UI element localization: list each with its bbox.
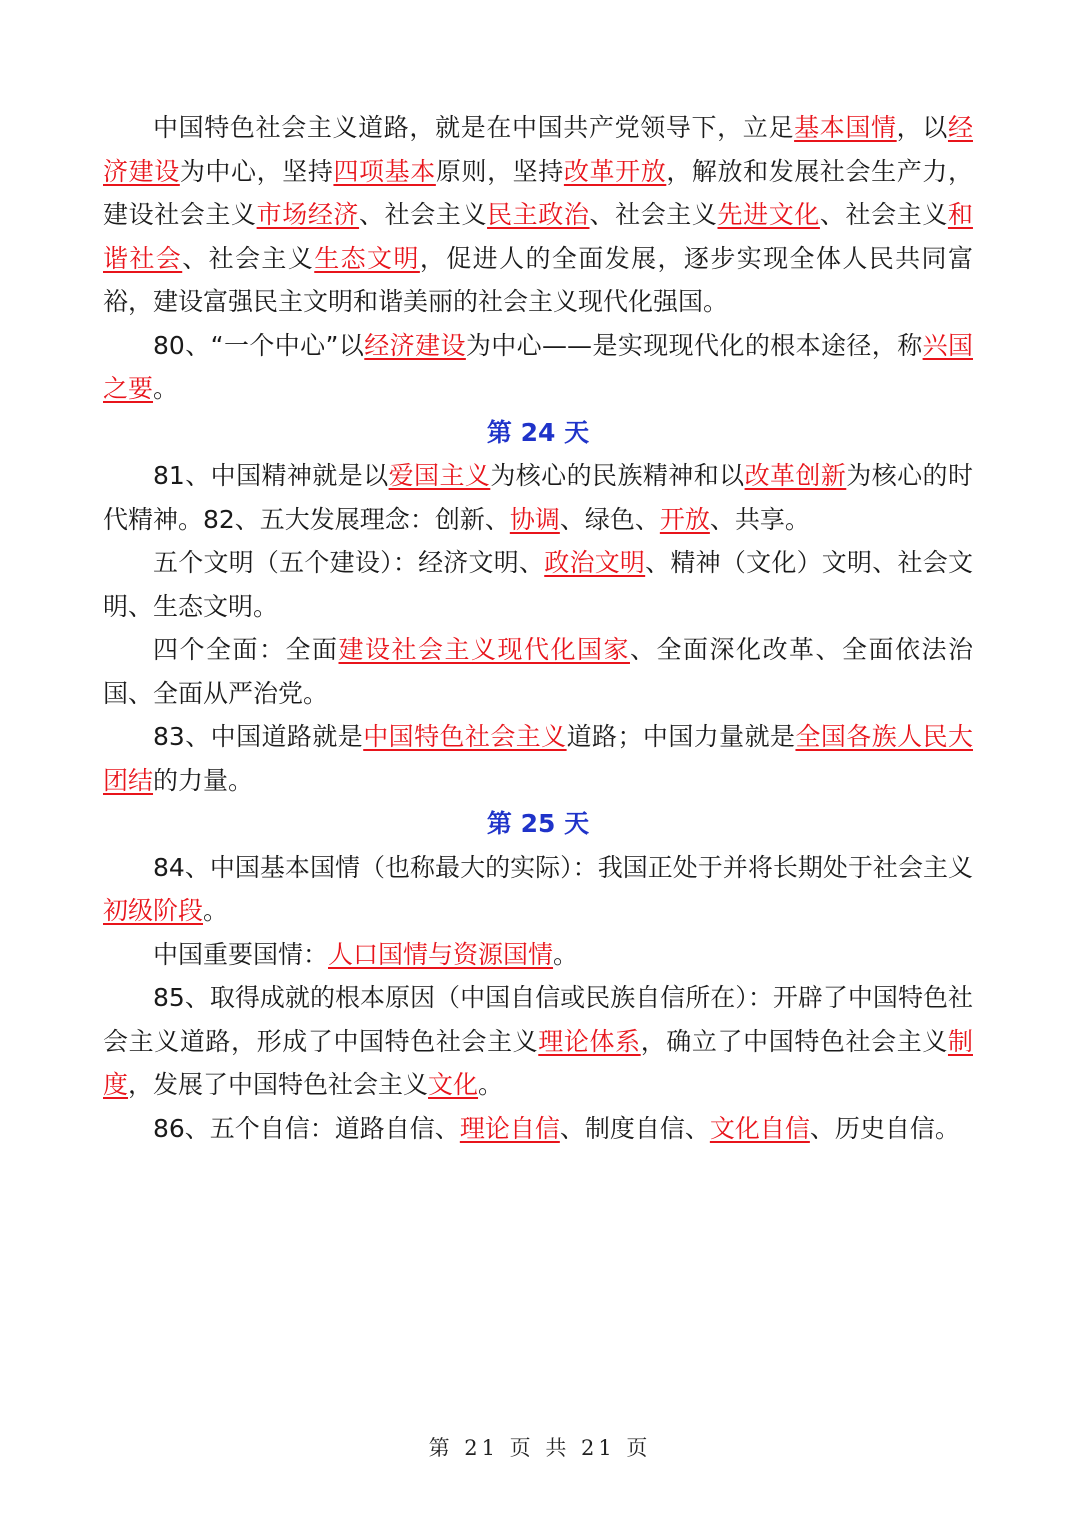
highlighted-term: 文化 — [428, 1070, 479, 1099]
highlighted-term: 基本国情 — [794, 113, 897, 142]
paragraph-text: 83、中国道路就是 — [153, 722, 364, 751]
paragraph-text: 、历史自信。 — [809, 1113, 960, 1143]
paragraph-text: 。 — [553, 939, 579, 969]
day-heading: 第 25 天 — [486, 809, 590, 838]
highlighted-term: 开放 — [659, 504, 710, 534]
paragraph-text: 中国特色社会主义道路，就是在中国共产党领导下，立足 — [153, 113, 795, 142]
paragraph-text: 、制度自信、 — [559, 1113, 710, 1143]
highlighted-term: 文化自信 — [709, 1113, 810, 1143]
paragraph-text: 五个文明（五个建设）：经济文明、 — [153, 548, 545, 577]
paragraph-text: ，促进人的全面发展，逐步实现全体人民共同富裕，建设富强民主文明和谐美丽的社会主义现代化强国。 — [103, 243, 973, 316]
paragraph — [103, 454, 973, 541]
highlighted-term: 初级阶段 — [103, 896, 204, 925]
highlighted-term: 四项基本 — [333, 156, 436, 186]
paragraph-text: 中国重要国情： — [153, 939, 329, 969]
paragraph-text: ，发展了中国特色社会主义 — [128, 1070, 429, 1099]
highlighted-term: 全国各族人民大团结 — [103, 722, 973, 795]
highlighted-term: 人口国情与资源国情 — [328, 939, 554, 969]
highlighted-term: 理论体系 — [538, 1026, 641, 1056]
day-heading: 第 24 天 — [486, 417, 590, 447]
paragraph — [103, 324, 973, 411]
paragraph — [103, 106, 973, 324]
paragraph-text: 的力量。 — [153, 765, 254, 795]
paragraph-text: ，确立了中国特色社会主义 — [640, 1026, 948, 1056]
highlighted-term: 理论自信 — [459, 1113, 560, 1143]
paragraph-text: 道路；中国力量就是 — [566, 722, 796, 751]
paragraph — [103, 846, 973, 933]
paragraph-text: 为核心的民族精神和以 — [490, 461, 745, 490]
paragraph-text: 84、中国基本国情（也称最大的实际）：我国正处于并将长期处于社会主义 — [153, 852, 973, 882]
paragraph-text: 、共享。 — [709, 504, 810, 534]
highlighted-term: 改革开放 — [563, 156, 667, 186]
paragraph — [103, 976, 973, 1107]
highlighted-term: 生态文明 — [314, 243, 420, 273]
highlighted-term: 经济建设 — [364, 330, 466, 360]
page-footer: 第 21 页 共 21 页 — [428, 1436, 652, 1460]
highlighted-term: 协调 — [509, 504, 560, 534]
paragraph-text: 原则，坚持 — [435, 156, 564, 186]
highlighted-term: 兴国之要 — [103, 330, 973, 403]
paragraph-text: 四个全面：全面 — [153, 635, 339, 664]
paragraph-text: 、社会主义 — [182, 243, 315, 273]
paragraph-text: ，以 — [896, 113, 948, 142]
paragraph-text: 、社会主义 — [359, 200, 488, 229]
paragraph — [103, 628, 973, 715]
paragraph-text: 85、取得成就的根本原因（中国自信或民族自信所在）：开辟了中国特色社会主义道路，形成了中国特色社会主义 — [103, 983, 973, 1056]
paragraph — [103, 541, 973, 628]
highlighted-term: 中国特色社会主义 — [363, 722, 567, 751]
highlighted-term: 政治文明 — [544, 548, 646, 577]
document-body — [103, 106, 973, 1150]
paragraph-text: 、社会主义 — [819, 200, 948, 229]
highlighted-term: 市场经济 — [256, 200, 360, 229]
highlighted-term: 先进文化 — [717, 200, 820, 229]
highlighted-term: 改革创新 — [744, 461, 847, 490]
highlighted-term: 建设社会主义现代化国家 — [338, 635, 630, 664]
paragraph-text: 、精神（文化）文明、社会文明、生态文明。 — [103, 548, 973, 621]
paragraph-text: 。 — [478, 1070, 504, 1099]
paragraph-text: 为核心的时代精神。82、五大发展理念：创新、 — [103, 461, 973, 534]
paragraph-text: ，解放和发展社会生产力，建设社会主义 — [103, 156, 973, 229]
paragraph — [103, 1107, 973, 1151]
paragraph-text: 80、“一个中心”以 — [153, 330, 365, 360]
highlighted-term: 民主政治 — [487, 200, 590, 229]
paragraph-text: 81、中国精神就是以 — [153, 461, 389, 490]
highlighted-term: 和谐社会 — [103, 200, 973, 273]
paragraph-text: 。 — [203, 896, 229, 925]
highlighted-term: 制度 — [103, 1026, 973, 1099]
paragraph — [103, 715, 973, 802]
paragraph-text: 为中心，坚持 — [179, 156, 334, 186]
paragraph-text: 为中心——是实现现代化的根本途径，称 — [465, 330, 923, 360]
paragraph — [103, 933, 973, 977]
highlighted-term: 经济建设 — [103, 113, 973, 186]
highlighted-term: 爱国主义 — [388, 461, 491, 490]
paragraph-text: 、绿色、 — [559, 504, 660, 534]
paragraph-text: 86、五个自信：道路自信、 — [153, 1113, 460, 1143]
paragraph-text: 。 — [153, 374, 179, 403]
paragraph-text: 、社会主义 — [589, 200, 718, 229]
paragraph-text: 、全面深化改革、全面依法治国、全面从严治党。 — [103, 635, 973, 708]
